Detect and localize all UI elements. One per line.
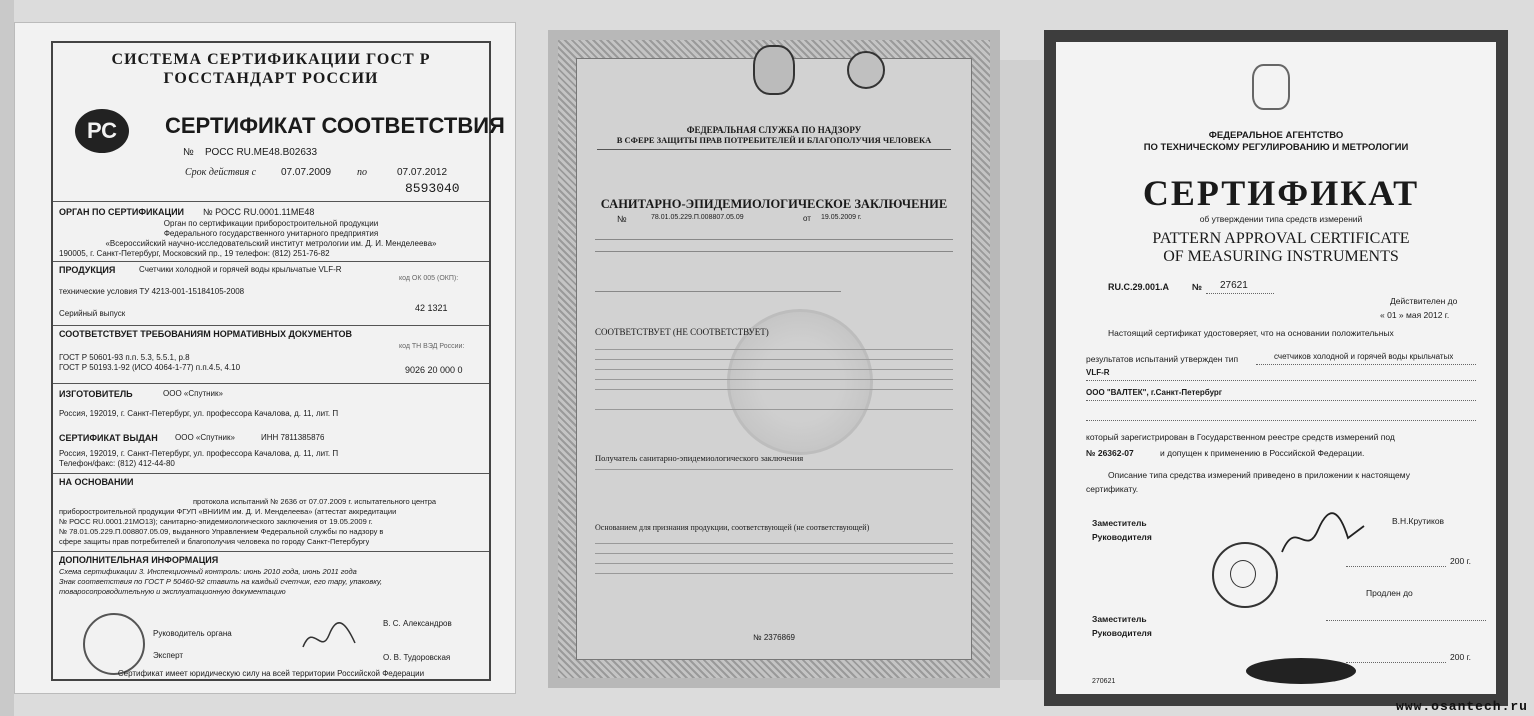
agency-line-2: ПО ТЕХНИЧЕСКОМУ РЕГУЛИРОВАНИЮ И МЕТРОЛОГИИ <box>1143 142 1409 153</box>
text-line <box>595 409 953 410</box>
emblem-icon <box>847 51 885 89</box>
signature-line-2 <box>1326 620 1486 621</box>
deputy-label-2: Заместитель <box>1092 614 1147 624</box>
coat-of-arms-icon <box>1252 64 1290 110</box>
blank-underline <box>1086 420 1476 421</box>
valid-date: « 01 » мая 2012 г. <box>1380 310 1450 320</box>
text-line <box>595 389 953 390</box>
divider <box>53 551 489 552</box>
pct-logo <box>75 109 129 153</box>
certificate-footer: Сертификат имеет юридическую силу на всей территории Российской Федерации <box>117 669 425 678</box>
registry-line-1: который зарегистрирован в Государственном реестре средств измерений под <box>1086 432 1395 442</box>
extra-line-3: товаросопроводительную и эксплуатационную документацию <box>59 587 286 596</box>
site-watermark: www.osantech.ru <box>1395 699 1528 714</box>
basis-label: Основанием для признания продукции, соответствующей (не соответствующей) <box>595 523 870 532</box>
head-label: Руководитель органа <box>153 629 232 638</box>
valid-label: Действителен до <box>1390 296 1458 306</box>
text-line <box>595 573 953 574</box>
extended-label: Продлен до <box>1366 588 1413 598</box>
product-name: счетчиков холодной и горячей воды крыльчатых <box>1274 352 1454 361</box>
basis-line-3: № РОСС RU.0001.21МО13); санитарно-эпидемиологического заключения от 19.05.2009 г. <box>59 517 373 526</box>
registry-line-2: и допущен к применению в Российской Федерации. <box>1160 448 1365 458</box>
extra-label: ДОПОЛНИТЕЛЬНАЯ ИНФОРМАЦИЯ <box>59 555 219 565</box>
phone: Телефон/факс: (812) 412-44-80 <box>59 459 175 468</box>
valid-to-label: по <box>357 167 367 178</box>
body-line-1: Настоящий сертификат удостоверяет, что на основании положительных <box>1108 328 1394 338</box>
tnved-code: 9026 20 000 0 <box>405 365 463 375</box>
blank-serial: 8593040 <box>405 181 460 196</box>
coat-of-arms-icon <box>753 45 795 95</box>
background-document-middle <box>1000 60 1044 680</box>
ink-stamp-blot <box>1246 658 1356 684</box>
maker: ООО «Спутник» <box>163 389 223 398</box>
signer-name: В.Н.Крутиков <box>1392 516 1445 526</box>
organ-line-1: Орган по сертификации приборостроительной продукции <box>163 219 379 228</box>
registry-number: № 26362-07 <box>1086 448 1134 458</box>
text-line <box>595 251 953 252</box>
number-label: № <box>617 214 627 224</box>
okp-code: 42 1321 <box>415 303 448 313</box>
text-line <box>595 563 953 564</box>
divider <box>53 201 489 202</box>
basis-label: НА ОСНОВАНИИ <box>59 477 134 487</box>
product-label: ПРОДУКЦИЯ <box>59 265 116 275</box>
organ-number: № РОСС RU.0001.11МЕ48 <box>203 207 315 217</box>
model-underline <box>1086 380 1476 381</box>
pattern-approval-certificate <box>1044 30 1508 706</box>
maker-address: Россия, 192019, г. Санкт-Петербург, ул. профессора Качалова, д. 11, лит. П <box>59 409 339 418</box>
agency-line-1: ФЕДЕРАЛЬНОЕ АГЕНТСТВО <box>1208 130 1344 141</box>
product-underline <box>1256 364 1476 365</box>
head-name: В. С. Александров <box>383 619 452 628</box>
certificate-of-conformity <box>14 22 516 694</box>
maker-label: ИЗГОТОВИТЕЛЬ <box>59 389 133 399</box>
serial-release: Серийный выпуск <box>59 309 126 318</box>
basis-line-1: протокола испытаний № 2636 от 07.07.2009 г. испытательного центра <box>193 497 437 506</box>
organ-line-3: «Всероссийский научно-исследовательский институт метрологии им. Д. И. Менделеева» <box>105 239 437 248</box>
text-line <box>595 469 953 470</box>
head-label-2: Руководителя <box>1092 628 1152 638</box>
basis-line-4: № 78.01.05.229.П.008807.05.09, выданного Управлением Федеральной службы по надзору в <box>59 527 384 536</box>
number-label: № <box>183 147 194 158</box>
okp-label: код ОК 005 (ОКП): <box>399 275 459 282</box>
certificate-number: РОСС RU.МЕ48.В02633 <box>205 147 318 158</box>
certificate-subtitle: об утверждении типа средств измерений <box>1199 214 1363 224</box>
deputy-label: Заместитель <box>1092 518 1147 528</box>
text-line <box>595 291 841 292</box>
text-line <box>595 543 953 544</box>
issued-address: Россия, 192019, г. Санкт-Петербург, ул. профессора Качалова, д. 11, лит. П <box>59 449 339 458</box>
organ-line-2: Федерального государственного унитарного предприятия <box>163 229 379 238</box>
agency-line-1: ФЕДЕРАЛЬНАЯ СЛУЖБА ПО НАДЗОРУ <box>686 125 862 135</box>
text-line <box>595 349 953 350</box>
conclusion-title: САНИТАРНО-ЭПИДЕМИОЛОГИЧЕСКОЕ ЗАКЛЮЧЕНИЕ <box>600 197 948 211</box>
certificate-paper <box>1056 42 1496 694</box>
divider <box>53 473 489 474</box>
recipient-label: Получатель санитарно-эпидемиологического заключения <box>595 453 804 463</box>
tnved-label: код ТН ВЭД России: <box>399 343 465 350</box>
extra-line-2: Знак соответствия по ГОСТ Р 50460-92 ставить на каждый счетчик, его тару, упаковку, <box>59 577 383 586</box>
gost-1: ГОСТ Р 50601-93 п.п. 5.3, 5.5.1, р.8 <box>59 353 190 362</box>
text-line <box>595 553 953 554</box>
organ-label: ОРГАН ПО СЕРТИФИКАЦИИ <box>59 207 185 217</box>
validity-label: Срок действия с <box>185 167 257 178</box>
text-line <box>595 359 953 360</box>
body-line-2: результатов испытаний утвержден тип <box>1086 354 1239 364</box>
basis-line-5: сфере защиты прав потребителей и благополучия человека по городу Санкт-Петербургу <box>59 537 370 546</box>
maker-name: ООО "ВАЛТЕК", г.Санкт-Петербург <box>1086 388 1223 397</box>
gost-2: ГОСТ Р 50193.1-92 (ИСО 4064-1-77) п.п.4.5, 4.10 <box>59 363 241 372</box>
pct-logo-text: РС <box>86 118 117 143</box>
sign-date: 200 г. <box>1450 556 1471 566</box>
compliance-label: СООТВЕТСТВУЕТ ТРЕБОВАНИЯМ НОРМАТИВНЫХ ДОКУМЕНТОВ <box>59 329 352 339</box>
system-header: СИСТЕМА СЕРТИФИКАЦИИ ГОСТ Р <box>111 51 431 68</box>
text-line <box>595 239 953 240</box>
agency-line-2: В СФЕРЕ ЗАЩИТЫ ПРАВ ПОТРЕБИТЕЛЕЙ И БЛАГОПОЛУЧИЯ ЧЕЛОВЕКА <box>616 135 932 145</box>
sign-date-underline <box>1346 566 1446 567</box>
blank-serial: № 2376869 <box>753 633 795 642</box>
divider <box>53 261 489 262</box>
text-line <box>595 369 953 370</box>
certificate-code: RU.C.29.001.A <box>1108 282 1170 292</box>
valid-from: 07.07.2009 <box>281 167 332 178</box>
valid-to: 07.07.2012 <box>397 167 448 178</box>
number-label: № <box>1192 282 1203 292</box>
model-name: VLF-R <box>1086 368 1110 377</box>
compliance-label: СООТВЕТСТВУЕТ (НЕ СООТВЕТСТВУЕТ) <box>595 327 769 337</box>
conclusion-number: 78.01.05.229.П.008807.05.09 <box>651 214 744 221</box>
organ-line-4: 190005, г. Санкт-Петербург, Московский пр., 19 телефон: (812) 251-76-82 <box>59 249 330 258</box>
agency-underline <box>597 149 951 150</box>
english-title-1: PATTERN APPROVAL CERTIFICATE <box>1152 230 1410 247</box>
conclusion-date: 19.05.2009 г. <box>821 214 862 221</box>
description-line-1: Описание типа средства измерений приведено в приложении к настоящему <box>1108 470 1410 480</box>
divider <box>53 325 489 326</box>
extension-date-underline <box>1346 662 1446 663</box>
certificate-number: 27621 <box>1220 280 1248 291</box>
gosstandart-header: ГОССТАНДАРТ РОССИИ <box>163 70 379 87</box>
number-underline <box>1206 293 1274 294</box>
basis-line-2: приборостроительной продукции ФГУП «ВНИИМ им. Д. И. Менделеева» (аттестат аккредитации <box>59 507 397 516</box>
signature <box>1278 508 1368 564</box>
conclusion-paper <box>576 58 972 660</box>
text-line <box>595 379 953 380</box>
divider <box>53 383 489 384</box>
english-title-2: OF MEASURING INSTRUMENTS <box>1163 248 1399 265</box>
organ-stamp <box>83 613 145 675</box>
extension-year: 200 г. <box>1450 652 1471 662</box>
issued-to: ООО «Спутник» <box>175 433 235 442</box>
maker-underline <box>1086 400 1476 401</box>
seal-emblem-icon <box>1230 560 1256 588</box>
spec-text: технические условия ТУ 4213-001-15184105-2008 <box>59 287 245 296</box>
product-text: Счетчики холодной и горячей воды крыльчатые VLF-R <box>139 265 342 274</box>
background-document-left <box>0 0 14 716</box>
sanitary-conclusion <box>548 30 1000 688</box>
signature <box>301 617 357 657</box>
certificate-title: СЕРТИФИКАТ СООТВЕТСТВИЯ <box>165 113 505 138</box>
certificate-border <box>51 41 505 681</box>
description-line-2: сертификату. <box>1086 484 1139 494</box>
blank-serial: 270621 <box>1092 678 1116 685</box>
issued-label: СЕРТИФИКАТ ВЫДАН <box>59 433 158 443</box>
expert-label: Эксперт <box>153 651 184 660</box>
certificate-title: СЕРТИФИКАТ <box>1142 173 1420 213</box>
date-label: от <box>803 214 811 223</box>
extra-line-1: Схема сертификации 3. Инспекционный контроль: июнь 2010 года, июнь 2011 года <box>59 567 357 576</box>
expert-name: О. В. Тудоровская <box>383 653 451 662</box>
head-label: Руководителя <box>1092 532 1152 542</box>
inn: ИНН 7811385876 <box>261 433 325 442</box>
